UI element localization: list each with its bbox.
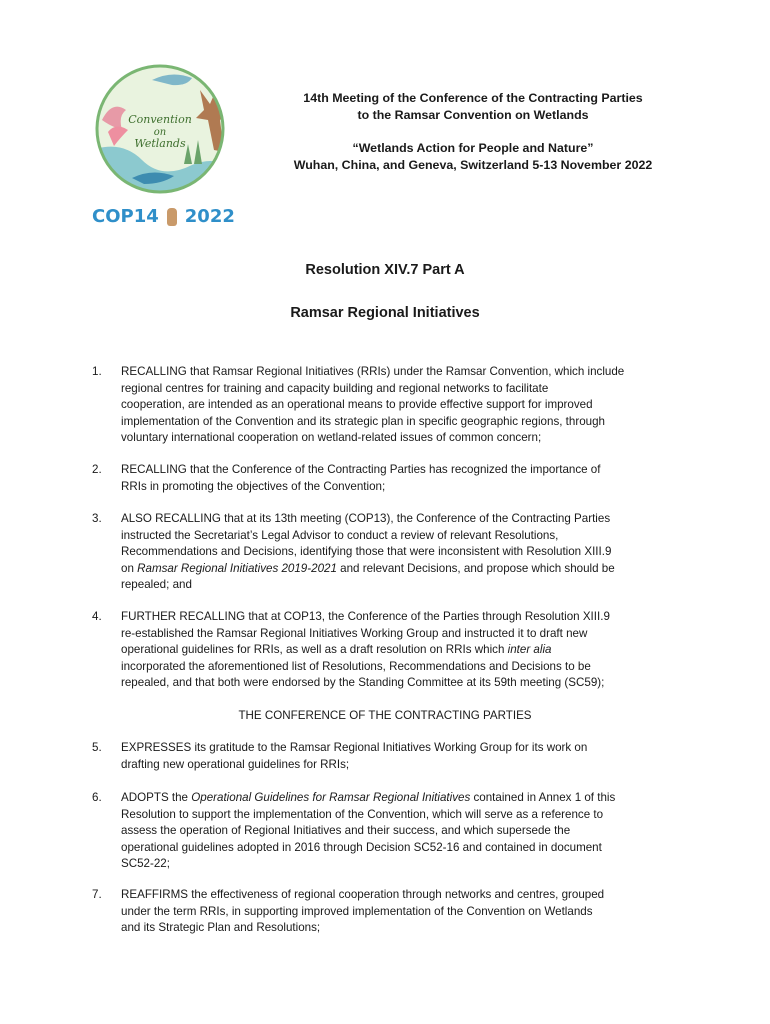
paragraph-line: incorporated the aforementioned list of Resolutions, Recommendations and Decisions to be — [121, 659, 591, 673]
cop14-wordmark — [92, 206, 252, 227]
paragraph-number: 3. — [92, 512, 102, 525]
conference-heading: THE CONFERENCE OF THE CONTRACTING PARTIES — [238, 709, 532, 722]
paragraph-line: voluntary international cooperation on wetland-related issues of common concern; — [121, 431, 542, 444]
paragraph-line: ALSO RECALLING that at its 13th meeting (COP13), the Conference of the Contracting Parties — [121, 512, 611, 525]
paragraph-line: RECALLING that Ramsar Regional Initiatives (RRIs) under the Ramsar Convention, which include — [121, 365, 625, 378]
paragraph-line: and its Strategic Plan and Resolutions; — [121, 921, 321, 934]
paragraph-number: 1. — [92, 365, 102, 378]
paragraph-number: 6. — [92, 791, 102, 804]
paragraph-3 — [92, 511, 677, 594]
logo-line3: Wetlands — [134, 137, 186, 150]
header-line3: “Wetlands Action for People and Nature” — [352, 141, 594, 155]
resolution-title: Resolution XIV.7 Part A — [305, 262, 465, 278]
paragraph-line: re-established the Ramsar Regional Initiatives Working Group and instructed it to draft new — [121, 626, 588, 640]
paragraph-number: 5. — [92, 741, 102, 754]
paragraph-4 — [92, 609, 677, 692]
meeting-header — [268, 90, 678, 174]
header-line2: to the Ramsar Convention on Wetlands — [357, 108, 589, 122]
paragraph-number: 4. — [92, 610, 102, 623]
cop-year: 2022 — [184, 206, 235, 227]
header-line4: Wuhan, China, and Geneva, Switzerland 5-13 November 2022 — [293, 158, 653, 172]
cop-label: COP14 — [92, 206, 159, 227]
paragraph-line: FURTHER RECALLING that at COP13, the Conference of the Parties through Resolution XIII.9 — [121, 610, 610, 623]
paragraph-line: EXPRESSES its gratitude to the Ramsar Regional Initiatives Working Group for its work on — [121, 741, 588, 754]
document-title-italic: Ramsar Regional Initiatives 2019-2021 — [137, 561, 337, 575]
logo-line1: Convention — [128, 113, 192, 126]
paragraph-line: SC52-22; — [121, 857, 170, 870]
paragraph-line — [121, 561, 677, 578]
mascot-icon — [167, 208, 177, 226]
paragraph-line: implementation of the Convention and its strategic plan in specific geographic regions, through — [121, 414, 606, 428]
paragraph-line: repealed, and that both were endorsed by the Standing Committee at its 59th meeting (SC59); — [121, 676, 605, 689]
paragraph-line: under the term RRIs, in supporting improved implementation of the Convention on Wetlands — [121, 904, 593, 918]
paragraph-number: 2. — [92, 463, 102, 476]
paragraph-6 — [92, 790, 677, 873]
paragraph-line: repealed; and — [121, 578, 192, 591]
paragraph-7 — [92, 887, 677, 937]
paragraph-line: RECALLING that the Conference of the Contracting Parties has recognized the importance of — [121, 463, 601, 476]
paragraph-2 — [92, 462, 677, 495]
document-title-italic: Operational Guidelines for Ramsar Regional Initiatives — [191, 791, 471, 804]
paragraph-line: Recommendations and Decisions, identifying those that were inconsistent with Resolution XIII.9 — [121, 545, 612, 558]
paragraph-line: REAFFIRMS the effectiveness of regional cooperation through networks and centres, grouped — [121, 888, 605, 901]
resolution-subtitle: Ramsar Regional Initiatives — [290, 305, 480, 321]
paragraph-1 — [92, 364, 677, 447]
logo-line2: on — [153, 127, 167, 138]
header-line1: 14th Meeting of the Conference of the Contracting Parties — [303, 91, 643, 105]
paragraph-line — [121, 790, 677, 807]
latin-phrase-italic: inter alia — [507, 643, 552, 656]
text-run: on — [121, 561, 138, 575]
text-run: contained in Annex 1 of this — [470, 791, 616, 804]
paragraph-line: instructed the Secretariat’s Legal Advisor to conduct a review of relevant Resolutions, — [121, 528, 559, 542]
paragraph-line: Resolution to support the implementation of the Convention, which will serve as a reference to — [121, 807, 604, 821]
paragraph-line: drafting new operational guidelines for RRIs; — [121, 757, 350, 771]
paragraph-number: 7. — [92, 888, 102, 901]
paragraph-line: regional centres for training and capacity building and regional networks to facilitate — [121, 381, 549, 395]
paragraph-line: assess the operation of Regional Initiatives and their success, and which supersede the — [121, 824, 571, 837]
wetlands-emblem-icon — [92, 60, 248, 200]
cop14-logo — [92, 60, 248, 236]
paragraph-line — [121, 642, 677, 659]
text-run: ADOPTS the — [121, 791, 192, 804]
paragraph-line: RRIs in promoting the objectives of the Convention; — [121, 479, 386, 493]
paragraph-5 — [92, 740, 677, 773]
text-run: operational guidelines for RRIs, as well as a draft resolution on RRIs which — [121, 643, 508, 656]
text-run: and relevant Decisions, and propose which should be — [336, 561, 615, 575]
paragraph-line: cooperation, are intended as an operational means to provide effective support for improved — [121, 398, 593, 411]
paragraph-line: operational guidelines adopted in 2016 through Decision SC52-16 and contained in document — [121, 840, 602, 854]
